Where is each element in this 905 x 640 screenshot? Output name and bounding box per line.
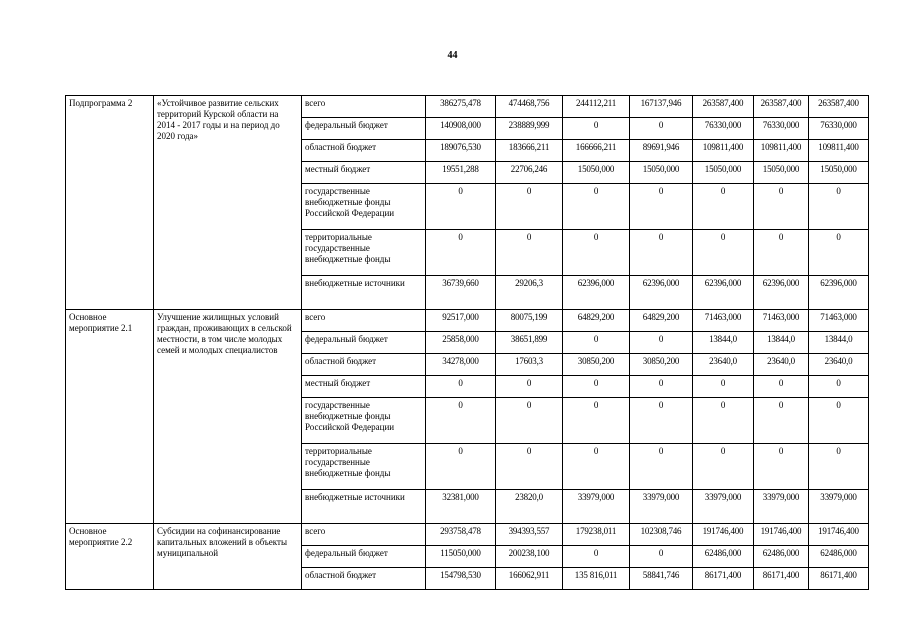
amount-cell: 33979,000 — [563, 490, 630, 524]
amount-cell: 0 — [693, 398, 754, 444]
amount-cell: 0 — [563, 546, 630, 568]
amount-cell: 76330,000 — [809, 118, 869, 140]
amount-cell: 86171,400 — [693, 568, 754, 590]
amount-cell: 0 — [563, 332, 630, 354]
table-row — [66, 524, 869, 546]
amount-cell: 244112,211 — [563, 96, 630, 118]
amount-cell: 62486,000 — [693, 546, 754, 568]
funding-source: внебюджетные источники — [302, 276, 426, 310]
amount-cell: 0 — [630, 376, 693, 398]
section-title: «Устойчивое развитие сельских территорий Курской области на 2014 - 2017 годы и на период до 2020 года» — [154, 96, 302, 310]
amount-cell: 0 — [754, 376, 809, 398]
funding-source: местный бюджет — [302, 162, 426, 184]
amount-cell: 0 — [563, 398, 630, 444]
amount-cell: 71463,000 — [754, 310, 809, 332]
amount-cell: 71463,000 — [809, 310, 869, 332]
amount-cell: 76330,000 — [754, 118, 809, 140]
amount-cell: 23640,0 — [809, 354, 869, 376]
amount-cell: 0 — [693, 376, 754, 398]
funding-source: территориальные государственные внебюджетные фонды — [302, 444, 426, 490]
amount-cell: 0 — [754, 444, 809, 490]
amount-cell: 0 — [563, 444, 630, 490]
amount-cell: 166062,911 — [496, 568, 563, 590]
amount-cell: 263587,400 — [754, 96, 809, 118]
amount-cell: 394393,557 — [496, 524, 563, 546]
funding-source: федеральный бюджет — [302, 118, 426, 140]
amount-cell: 0 — [496, 230, 563, 276]
amount-cell: 86171,400 — [754, 568, 809, 590]
amount-cell: 200238,100 — [496, 546, 563, 568]
funding-source: областной бюджет — [302, 354, 426, 376]
section-code: Основное мероприятие 2.1 — [66, 310, 154, 524]
funding-source: всего — [302, 96, 426, 118]
funding-source: внебюджетные источники — [302, 490, 426, 524]
amount-cell: 0 — [630, 444, 693, 490]
amount-cell: 32381,000 — [426, 490, 496, 524]
amount-cell: 30850,200 — [563, 354, 630, 376]
amount-cell: 0 — [426, 444, 496, 490]
section-title: Улучшение жилищных условий граждан, проживающих в сельской местности, в том числе молодых семей и молодых специалистов — [154, 310, 302, 524]
amount-cell: 38651,899 — [496, 332, 563, 354]
amount-cell: 154798,530 — [426, 568, 496, 590]
amount-cell: 13844,0 — [809, 332, 869, 354]
amount-cell: 36739,660 — [426, 276, 496, 310]
amount-cell: 0 — [754, 230, 809, 276]
amount-cell: 62396,000 — [809, 276, 869, 310]
amount-cell: 183666,211 — [496, 140, 563, 162]
amount-cell: 15050,000 — [563, 162, 630, 184]
funding-source: местный бюджет — [302, 376, 426, 398]
amount-cell: 0 — [630, 230, 693, 276]
amount-cell: 62396,000 — [693, 276, 754, 310]
amount-cell: 386275,478 — [426, 96, 496, 118]
table-row — [66, 96, 869, 118]
amount-cell: 0 — [563, 118, 630, 140]
amount-cell: 92517,000 — [426, 310, 496, 332]
amount-cell: 64829,200 — [630, 310, 693, 332]
amount-cell: 0 — [754, 184, 809, 230]
amount-cell: 109811,400 — [809, 140, 869, 162]
table-body — [66, 96, 869, 590]
table-row — [66, 310, 869, 332]
amount-cell: 15050,000 — [754, 162, 809, 184]
amount-cell: 191746,400 — [754, 524, 809, 546]
amount-cell: 189076,530 — [426, 140, 496, 162]
amount-cell: 15050,000 — [809, 162, 869, 184]
amount-cell: 0 — [809, 230, 869, 276]
amount-cell: 62396,000 — [754, 276, 809, 310]
amount-cell: 0 — [809, 398, 869, 444]
amount-cell: 80075,199 — [496, 310, 563, 332]
amount-cell: 238889,999 — [496, 118, 563, 140]
funding-source: областной бюджет — [302, 568, 426, 590]
amount-cell: 71463,000 — [693, 310, 754, 332]
amount-cell: 0 — [496, 184, 563, 230]
amount-cell: 29206,3 — [496, 276, 563, 310]
amount-cell: 102308,746 — [630, 524, 693, 546]
amount-cell: 0 — [426, 230, 496, 276]
amount-cell: 474468,756 — [496, 96, 563, 118]
amount-cell: 0 — [630, 398, 693, 444]
amount-cell: 89691,946 — [630, 140, 693, 162]
amount-cell: 34278,000 — [426, 354, 496, 376]
amount-cell: 33979,000 — [630, 490, 693, 524]
funding-source: всего — [302, 310, 426, 332]
amount-cell: 0 — [496, 398, 563, 444]
amount-cell: 22706,246 — [496, 162, 563, 184]
section-code: Подпрограмма 2 — [66, 96, 154, 310]
amount-cell: 62396,000 — [563, 276, 630, 310]
amount-cell: 86171,400 — [809, 568, 869, 590]
amount-cell: 62486,000 — [754, 546, 809, 568]
amount-cell: 0 — [809, 184, 869, 230]
amount-cell: 115050,000 — [426, 546, 496, 568]
amount-cell: 64829,200 — [563, 310, 630, 332]
amount-cell: 0 — [563, 376, 630, 398]
amount-cell: 17603,3 — [496, 354, 563, 376]
amount-cell: 191746,400 — [693, 524, 754, 546]
amount-cell: 0 — [630, 118, 693, 140]
amount-cell: 0 — [563, 184, 630, 230]
amount-cell: 0 — [630, 332, 693, 354]
page-number: 44 — [447, 50, 458, 61]
amount-cell: 109811,400 — [754, 140, 809, 162]
amount-cell: 0 — [693, 184, 754, 230]
amount-cell: 263587,400 — [693, 96, 754, 118]
amount-cell: 0 — [496, 444, 563, 490]
amount-cell: 0 — [693, 230, 754, 276]
amount-cell: 15050,000 — [630, 162, 693, 184]
funding-source: федеральный бюджет — [302, 546, 426, 568]
amount-cell: 263587,400 — [809, 96, 869, 118]
amount-cell: 58841,746 — [630, 568, 693, 590]
amount-cell: 23820,0 — [496, 490, 563, 524]
section-code: Основное мероприятие 2.2 — [66, 524, 154, 590]
amount-cell: 293758,478 — [426, 524, 496, 546]
amount-cell: 33979,000 — [809, 490, 869, 524]
amount-cell: 33979,000 — [693, 490, 754, 524]
amount-cell: 0 — [754, 398, 809, 444]
amount-cell: 62396,000 — [630, 276, 693, 310]
budget-table — [65, 95, 869, 590]
funding-source: областной бюджет — [302, 140, 426, 162]
amount-cell: 140908,000 — [426, 118, 496, 140]
amount-cell: 19551,288 — [426, 162, 496, 184]
section-title: Субсидии на софинансирование капитальных вложений в объекты муниципальной — [154, 524, 302, 590]
amount-cell: 0 — [809, 444, 869, 490]
amount-cell: 25858,000 — [426, 332, 496, 354]
amount-cell: 15050,000 — [693, 162, 754, 184]
amount-cell: 109811,400 — [693, 140, 754, 162]
amount-cell: 0 — [630, 184, 693, 230]
amount-cell: 166666,211 — [563, 140, 630, 162]
funding-source: государственные внебюджетные фонды Российской Федерации — [302, 398, 426, 444]
amount-cell: 30850,200 — [630, 354, 693, 376]
amount-cell: 0 — [496, 376, 563, 398]
amount-cell: 167137,946 — [630, 96, 693, 118]
amount-cell: 23640,0 — [693, 354, 754, 376]
amount-cell: 13844,0 — [693, 332, 754, 354]
amount-cell: 13844,0 — [754, 332, 809, 354]
amount-cell: 179238,011 — [563, 524, 630, 546]
amount-cell: 62486,000 — [809, 546, 869, 568]
amount-cell: 23640,0 — [754, 354, 809, 376]
amount-cell: 135 816,011 — [563, 568, 630, 590]
amount-cell: 191746,400 — [809, 524, 869, 546]
amount-cell: 0 — [426, 398, 496, 444]
amount-cell: 33979,000 — [754, 490, 809, 524]
amount-cell: 0 — [426, 184, 496, 230]
funding-source: всего — [302, 524, 426, 546]
amount-cell: 0 — [693, 444, 754, 490]
amount-cell: 0 — [563, 230, 630, 276]
funding-source: федеральный бюджет — [302, 332, 426, 354]
amount-cell: 0 — [426, 376, 496, 398]
amount-cell: 76330,000 — [693, 118, 754, 140]
funding-source: территориальные государственные внебюджетные фонды — [302, 230, 426, 276]
funding-source: государственные внебюджетные фонды Российской Федерации — [302, 184, 426, 230]
amount-cell: 0 — [809, 376, 869, 398]
amount-cell: 0 — [630, 546, 693, 568]
